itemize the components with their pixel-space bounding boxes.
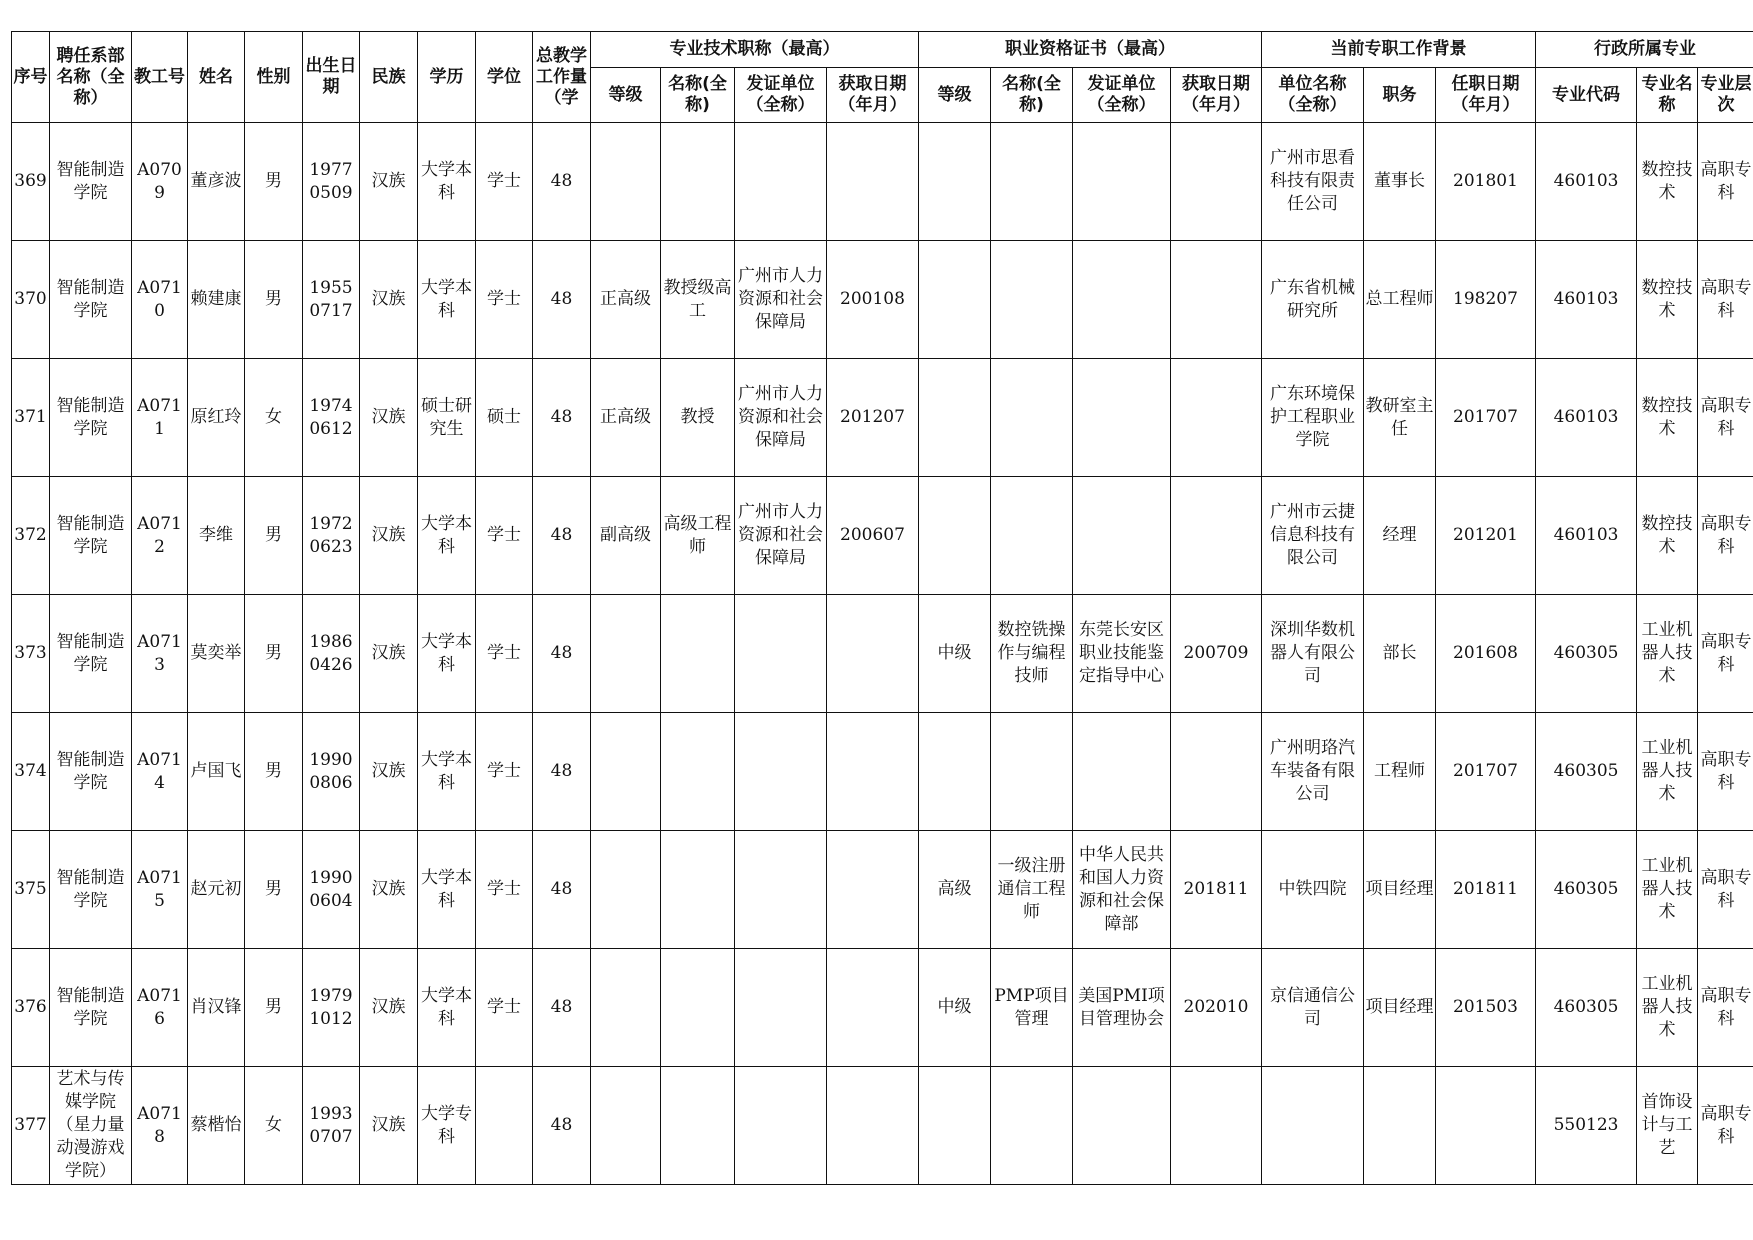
cell-title-issuer	[735, 1067, 827, 1185]
header-job-unit: 单位名称（全称）	[1262, 68, 1364, 123]
cell-gender: 男	[245, 241, 303, 359]
cell-emp-no: A0709	[132, 123, 188, 241]
cell-major-level: 高职专科	[1698, 595, 1753, 713]
cell-dept: 智能制造学院	[50, 477, 132, 595]
cell-title-name: 高级工程师	[661, 477, 735, 595]
cell-gender: 男	[245, 123, 303, 241]
cell-birth: 19720623	[303, 477, 360, 595]
header-major-name: 专业名称	[1637, 68, 1698, 123]
cell-ethnic: 汉族	[360, 595, 418, 713]
cell-major-name: 工业机器人技术	[1637, 949, 1698, 1067]
cell-education: 大学本科	[418, 831, 476, 949]
header-ethnic: 民族	[360, 32, 418, 123]
cell-seq: 369	[12, 123, 50, 241]
cell-major-name: 工业机器人技术	[1637, 595, 1698, 713]
cell-job-date: 201801	[1436, 123, 1536, 241]
cell-cert-date	[1171, 359, 1262, 477]
cell-major-level: 高职专科	[1698, 241, 1753, 359]
cell-cert-level	[919, 1067, 991, 1185]
cell-title-date: 200108	[827, 241, 919, 359]
cell-ethnic: 汉族	[360, 1067, 418, 1185]
cell-birth: 19791012	[303, 949, 360, 1067]
cell-dept: 艺术与传媒学院（星力量动漫游戏学院）	[50, 1067, 132, 1185]
cell-workload: 48	[533, 123, 591, 241]
cell-title-name	[661, 831, 735, 949]
cell-title-issuer	[735, 831, 827, 949]
cell-major-name: 工业机器人技术	[1637, 713, 1698, 831]
header-cert-issuer: 发证单位（全称）	[1073, 68, 1171, 123]
cell-cert-level	[919, 241, 991, 359]
header-job-date: 任职日期（年月）	[1436, 68, 1536, 123]
cell-ethnic: 汉族	[360, 477, 418, 595]
cell-title-issuer	[735, 595, 827, 713]
cell-job-position: 部长	[1364, 595, 1436, 713]
cell-title-date: 201207	[827, 359, 919, 477]
cell-seq: 372	[12, 477, 50, 595]
cell-workload: 48	[533, 241, 591, 359]
cell-cert-level	[919, 713, 991, 831]
table-row	[12, 241, 1753, 359]
cell-education: 大学本科	[418, 713, 476, 831]
cell-dept: 智能制造学院	[50, 359, 132, 477]
cell-cert-name	[991, 123, 1073, 241]
cell-degree: 学士	[476, 241, 533, 359]
cell-title-level	[591, 831, 661, 949]
cell-title-date	[827, 713, 919, 831]
cell-degree: 硕士	[476, 359, 533, 477]
cell-title-name	[661, 123, 735, 241]
cell-title-name	[661, 1067, 735, 1185]
cell-education: 大学本科	[418, 241, 476, 359]
cell-cert-name	[991, 241, 1073, 359]
cell-workload: 48	[533, 477, 591, 595]
cell-cert-issuer	[1073, 359, 1171, 477]
header-cert-level: 等级	[919, 68, 991, 123]
cell-title-name: 教授级高工	[661, 241, 735, 359]
header-gender: 性别	[245, 32, 303, 123]
cell-cert-issuer: 美国PMI项目管理协会	[1073, 949, 1171, 1067]
table-row	[12, 359, 1753, 477]
cell-cert-issuer	[1073, 123, 1171, 241]
cell-job-position: 项目经理	[1364, 831, 1436, 949]
cell-major-code: 460305	[1536, 949, 1637, 1067]
header-major-level: 专业层次	[1698, 68, 1753, 123]
table-row	[12, 713, 1753, 831]
cell-gender: 男	[245, 477, 303, 595]
cell-seq: 370	[12, 241, 50, 359]
cell-gender: 女	[245, 1067, 303, 1185]
cell-ethnic: 汉族	[360, 713, 418, 831]
cell-gender: 女	[245, 359, 303, 477]
cell-title-level: 正高级	[591, 241, 661, 359]
table-row	[12, 477, 1753, 595]
cell-emp-no: A0715	[132, 831, 188, 949]
cell-cert-issuer	[1073, 713, 1171, 831]
cell-title-date	[827, 595, 919, 713]
cell-workload: 48	[533, 713, 591, 831]
cell-seq: 373	[12, 595, 50, 713]
cell-emp-no: A0714	[132, 713, 188, 831]
cell-emp-no: A0716	[132, 949, 188, 1067]
cell-job-position: 工程师	[1364, 713, 1436, 831]
cell-major-level: 高职专科	[1698, 831, 1753, 949]
cell-cert-name	[991, 359, 1073, 477]
cell-ethnic: 汉族	[360, 241, 418, 359]
cell-gender: 男	[245, 713, 303, 831]
header-job-position: 职务	[1364, 68, 1436, 123]
cell-cert-issuer: 中华人民共和国人力资源和社会保障部	[1073, 831, 1171, 949]
cell-job-unit: 广东省机械研究所	[1262, 241, 1364, 359]
cell-major-level: 高职专科	[1698, 949, 1753, 1067]
cell-job-unit	[1262, 1067, 1364, 1185]
cell-education: 硕士研究生	[418, 359, 476, 477]
cell-degree: 学士	[476, 713, 533, 831]
cell-major-level: 高职专科	[1698, 1067, 1753, 1185]
table-row	[12, 1067, 1753, 1185]
cell-job-date: 201608	[1436, 595, 1536, 713]
cell-gender: 男	[245, 595, 303, 713]
cell-name: 赖建康	[188, 241, 245, 359]
cell-degree: 学士	[476, 477, 533, 595]
cell-job-unit: 广州明珞汽车装备有限公司	[1262, 713, 1364, 831]
cell-dept: 智能制造学院	[50, 123, 132, 241]
table-header	[12, 32, 1753, 123]
cell-dept: 智能制造学院	[50, 713, 132, 831]
cell-workload: 48	[533, 595, 591, 713]
header-birth: 出生日期	[303, 32, 360, 123]
cell-major-name: 工业机器人技术	[1637, 831, 1698, 949]
cell-cert-date	[1171, 477, 1262, 595]
header-title-name: 名称(全称)	[661, 68, 735, 123]
cell-title-issuer	[735, 713, 827, 831]
header-group-title: 专业技术职称（最高）	[591, 32, 919, 68]
cell-major-level: 高职专科	[1698, 477, 1753, 595]
cell-title-issuer	[735, 949, 827, 1067]
cell-job-unit: 广州市云捷信息科技有限公司	[1262, 477, 1364, 595]
header-group-cert: 职业资格证书（最高）	[919, 32, 1262, 68]
cell-cert-name: PMP项目管理	[991, 949, 1073, 1067]
table-row	[12, 949, 1753, 1067]
header-group-job: 当前专职工作背景	[1262, 32, 1536, 68]
table-row	[12, 831, 1753, 949]
cell-name: 莫奕举	[188, 595, 245, 713]
cell-job-unit: 中铁四院	[1262, 831, 1364, 949]
cell-cert-level	[919, 477, 991, 595]
cell-job-date: 198207	[1436, 241, 1536, 359]
cell-ethnic: 汉族	[360, 831, 418, 949]
cell-job-unit: 广州市思看科技有限责任公司	[1262, 123, 1364, 241]
cell-major-name: 数控技术	[1637, 477, 1698, 595]
header-title-issuer: 发证单位（全称）	[735, 68, 827, 123]
cell-degree: 学士	[476, 595, 533, 713]
staff-table	[11, 31, 1753, 1185]
cell-job-position: 董事长	[1364, 123, 1436, 241]
cell-name: 李维	[188, 477, 245, 595]
cell-title-issuer	[735, 123, 827, 241]
cell-gender: 男	[245, 831, 303, 949]
cell-emp-no: A0710	[132, 241, 188, 359]
cell-title-level	[591, 949, 661, 1067]
cell-major-code: 460305	[1536, 831, 1637, 949]
cell-major-name: 数控技术	[1637, 359, 1698, 477]
cell-job-position: 项目经理	[1364, 949, 1436, 1067]
cell-title-issuer: 广州市人力资源和社会保障局	[735, 241, 827, 359]
cell-cert-name	[991, 713, 1073, 831]
header-cert-name: 名称(全称)	[991, 68, 1073, 123]
header-degree: 学位	[476, 32, 533, 123]
cell-title-date	[827, 831, 919, 949]
header-cert-date: 获取日期（年月）	[1171, 68, 1262, 123]
cell-title-level	[591, 123, 661, 241]
cell-major-code: 550123	[1536, 1067, 1637, 1185]
cell-title-name	[661, 949, 735, 1067]
cell-seq: 376	[12, 949, 50, 1067]
cell-job-position: 教研室主任	[1364, 359, 1436, 477]
cell-name: 董彦波	[188, 123, 245, 241]
cell-job-unit: 京信通信公司	[1262, 949, 1364, 1067]
cell-birth: 19900806	[303, 713, 360, 831]
cell-title-issuer: 广州市人力资源和社会保障局	[735, 477, 827, 595]
header-group-major: 行政所属专业	[1536, 32, 1753, 68]
cell-workload: 48	[533, 1067, 591, 1185]
cell-cert-level	[919, 359, 991, 477]
cell-gender: 男	[245, 949, 303, 1067]
cell-emp-no: A0718	[132, 1067, 188, 1185]
header-title-date: 获取日期（年月）	[827, 68, 919, 123]
cell-major-code: 460103	[1536, 123, 1637, 241]
cell-cert-level: 高级	[919, 831, 991, 949]
cell-title-date	[827, 1067, 919, 1185]
cell-birth: 19740612	[303, 359, 360, 477]
cell-cert-date: 201811	[1171, 831, 1262, 949]
cell-job-date: 201811	[1436, 831, 1536, 949]
cell-title-date: 200607	[827, 477, 919, 595]
cell-title-level: 正高级	[591, 359, 661, 477]
cell-name: 赵元初	[188, 831, 245, 949]
cell-emp-no: A0711	[132, 359, 188, 477]
cell-major-code: 460305	[1536, 595, 1637, 713]
cell-title-name	[661, 595, 735, 713]
cell-birth: 19930707	[303, 1067, 360, 1185]
cell-cert-level: 中级	[919, 595, 991, 713]
cell-title-level	[591, 713, 661, 831]
header-major-code: 专业代码	[1536, 68, 1637, 123]
cell-seq: 375	[12, 831, 50, 949]
cell-cert-level: 中级	[919, 949, 991, 1067]
cell-title-issuer: 广州市人力资源和社会保障局	[735, 359, 827, 477]
cell-cert-name: 数控铣操作与编程技师	[991, 595, 1073, 713]
cell-education: 大学本科	[418, 949, 476, 1067]
cell-job-position	[1364, 1067, 1436, 1185]
cell-name: 蔡楷怡	[188, 1067, 245, 1185]
cell-name: 卢国飞	[188, 713, 245, 831]
cell-cert-date	[1171, 713, 1262, 831]
cell-major-name: 首饰设计与工艺	[1637, 1067, 1698, 1185]
table-body	[12, 123, 1753, 1185]
cell-workload: 48	[533, 831, 591, 949]
cell-title-level	[591, 595, 661, 713]
cell-cert-date: 200709	[1171, 595, 1262, 713]
table-row	[12, 595, 1753, 713]
cell-education: 大学本科	[418, 595, 476, 713]
cell-degree: 学士	[476, 949, 533, 1067]
cell-job-date	[1436, 1067, 1536, 1185]
cell-degree	[476, 1067, 533, 1185]
cell-job-date: 201503	[1436, 949, 1536, 1067]
cell-title-date	[827, 123, 919, 241]
cell-cert-name: 一级注册通信工程师	[991, 831, 1073, 949]
cell-cert-date	[1171, 241, 1262, 359]
cell-seq: 377	[12, 1067, 50, 1185]
cell-dept: 智能制造学院	[50, 595, 132, 713]
cell-major-level: 高职专科	[1698, 713, 1753, 831]
cell-cert-issuer	[1073, 1067, 1171, 1185]
cell-job-unit: 深圳华数机器人有限公司	[1262, 595, 1364, 713]
header-workload: 总教学工作量（学	[533, 32, 591, 123]
cell-cert-date	[1171, 1067, 1262, 1185]
cell-birth: 19860426	[303, 595, 360, 713]
table-row	[12, 123, 1753, 241]
cell-ethnic: 汉族	[360, 949, 418, 1067]
cell-ethnic: 汉族	[360, 123, 418, 241]
cell-cert-name	[991, 477, 1073, 595]
header-emp-no: 教工号	[132, 32, 188, 123]
cell-major-level: 高职专科	[1698, 123, 1753, 241]
cell-cert-date: 202010	[1171, 949, 1262, 1067]
cell-title-name: 教授	[661, 359, 735, 477]
cell-workload: 48	[533, 359, 591, 477]
cell-title-date	[827, 949, 919, 1067]
cell-education: 大学本科	[418, 123, 476, 241]
cell-birth: 19550717	[303, 241, 360, 359]
cell-birth: 19900604	[303, 831, 360, 949]
cell-cert-issuer: 东莞长安区职业技能鉴定指导中心	[1073, 595, 1171, 713]
cell-title-level: 副高级	[591, 477, 661, 595]
cell-major-code: 460103	[1536, 359, 1637, 477]
header-education: 学历	[418, 32, 476, 123]
cell-major-code: 460103	[1536, 477, 1637, 595]
cell-workload: 48	[533, 949, 591, 1067]
cell-major-name: 数控技术	[1637, 123, 1698, 241]
cell-title-level	[591, 1067, 661, 1185]
cell-major-code: 460305	[1536, 713, 1637, 831]
cell-title-name	[661, 713, 735, 831]
cell-job-position: 总工程师	[1364, 241, 1436, 359]
cell-cert-date	[1171, 123, 1262, 241]
cell-birth: 19770509	[303, 123, 360, 241]
cell-cert-name	[991, 1067, 1073, 1185]
cell-ethnic: 汉族	[360, 359, 418, 477]
header-name: 姓名	[188, 32, 245, 123]
cell-major-code: 460103	[1536, 241, 1637, 359]
header-dept: 聘任系部名称（全称）	[50, 32, 132, 123]
header-seq: 序号	[12, 32, 50, 123]
cell-job-position: 经理	[1364, 477, 1436, 595]
cell-dept: 智能制造学院	[50, 831, 132, 949]
cell-emp-no: A0712	[132, 477, 188, 595]
cell-degree: 学士	[476, 123, 533, 241]
cell-cert-issuer	[1073, 477, 1171, 595]
cell-education: 大学本科	[418, 477, 476, 595]
cell-cert-level	[919, 123, 991, 241]
cell-name: 肖汉锋	[188, 949, 245, 1067]
cell-name: 原红玲	[188, 359, 245, 477]
cell-seq: 374	[12, 713, 50, 831]
cell-job-date: 201707	[1436, 713, 1536, 831]
cell-dept: 智能制造学院	[50, 949, 132, 1067]
header-title-level: 等级	[591, 68, 661, 123]
cell-major-name: 数控技术	[1637, 241, 1698, 359]
cell-emp-no: A0713	[132, 595, 188, 713]
cell-degree: 学士	[476, 831, 533, 949]
cell-dept: 智能制造学院	[50, 241, 132, 359]
cell-cert-issuer	[1073, 241, 1171, 359]
cell-job-unit: 广东环境保护工程职业学院	[1262, 359, 1364, 477]
cell-job-date: 201707	[1436, 359, 1536, 477]
cell-seq: 371	[12, 359, 50, 477]
cell-major-level: 高职专科	[1698, 359, 1753, 477]
cell-education: 大学专科	[418, 1067, 476, 1185]
cell-job-date: 201201	[1436, 477, 1536, 595]
